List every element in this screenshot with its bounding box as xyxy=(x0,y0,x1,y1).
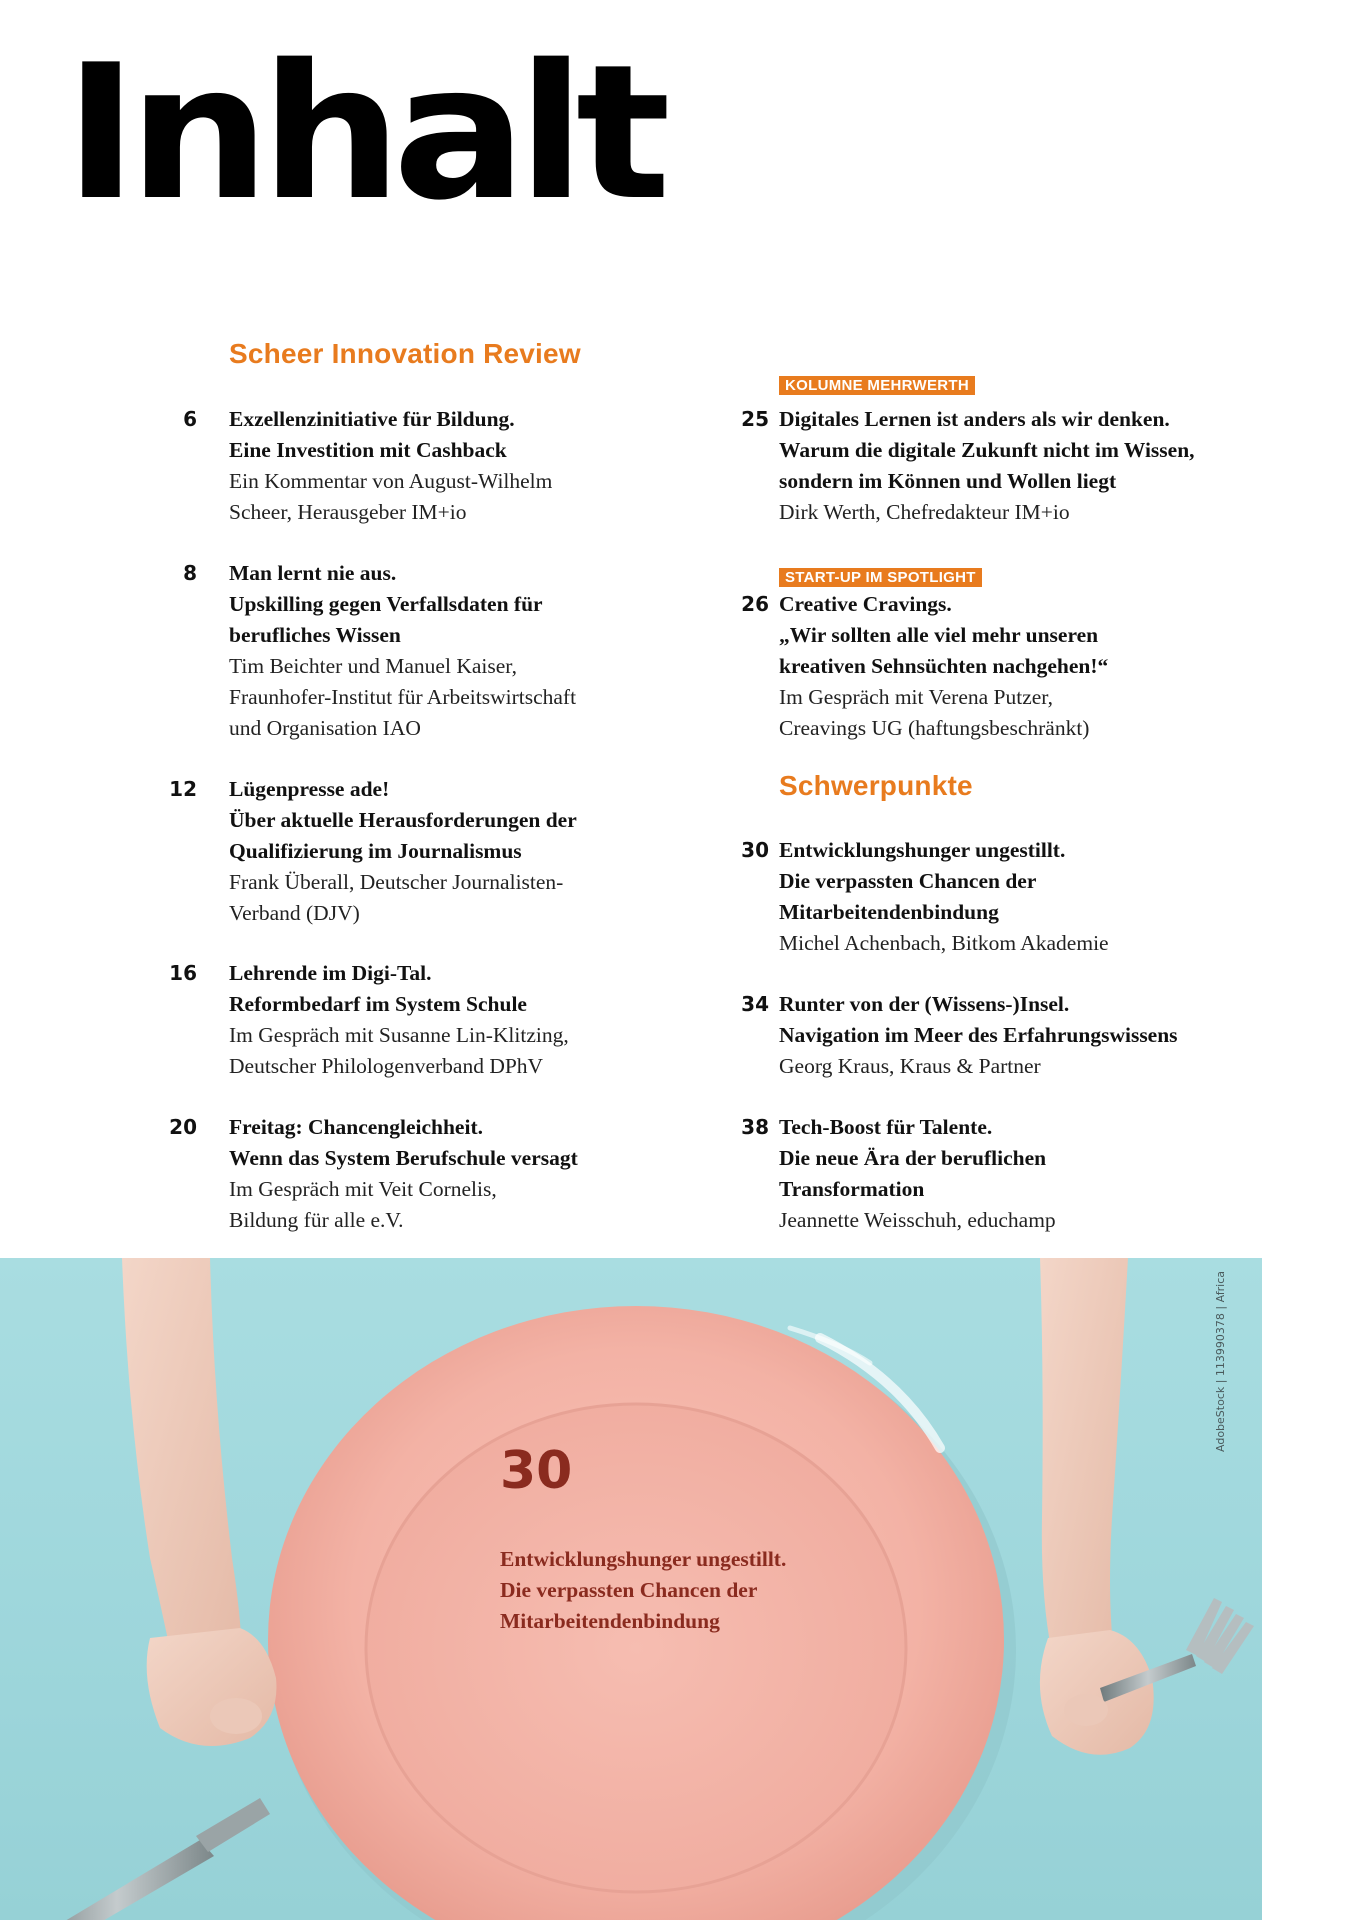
headline-line: Entwicklungshunger ungestillt. xyxy=(779,838,1066,862)
page-number: 38 xyxy=(741,1115,769,1139)
byline-line: Michel Achenbach, Bitkom Akademie xyxy=(779,931,1109,955)
feature-headline[interactable] xyxy=(500,1544,786,1637)
headline-line: Die neue Ära der beruflichen xyxy=(779,1146,1047,1170)
byline-line: Verband (DJV) xyxy=(229,901,360,925)
headline-line: sondern im Können und Wollen liegt xyxy=(779,469,1117,493)
headline-line: Lehrende im Digi-Tal. xyxy=(229,961,432,985)
page-number: 34 xyxy=(741,992,769,1016)
kicker-startup: START-UP IM SPOTLIGHT xyxy=(779,568,982,587)
headline-line: Warum die digitale Zukunft nicht im Wissen, xyxy=(779,438,1195,462)
byline-line: Creavings UG (haftungsbeschränkt) xyxy=(779,716,1090,740)
photo-credit: AdobeStock | 113990378 | Africa xyxy=(1214,1271,1227,1452)
page-number: 12 xyxy=(169,777,197,801)
byline-line: Ein Kommentar von August-Wilhelm xyxy=(229,469,553,493)
section-heading-schwerpunkte: Schwerpunkte xyxy=(779,770,973,801)
headline-line: Runter von der (Wissens-)Insel. xyxy=(779,992,1070,1016)
byline-line: Fraunhofer-Institut für Arbeitswirtschaft xyxy=(229,685,577,709)
byline-line: Jeannette Weisschuh, educhamp xyxy=(779,1208,1056,1232)
byline-line: Bildung für alle e.V. xyxy=(229,1208,404,1232)
headline-line: Digitales Lernen ist anders als wir denken. xyxy=(779,407,1170,431)
section-heading-review: Scheer Innovation Review xyxy=(229,338,581,369)
headline-line: Exzellenzinitiative für Bildung. xyxy=(229,407,515,431)
page-number: 8 xyxy=(183,561,197,585)
byline-line: Im Gespräch mit Veit Cornelis, xyxy=(229,1177,497,1201)
page-number: 16 xyxy=(169,961,197,985)
headline-line: Die verpassten Chancen der xyxy=(779,869,1037,893)
page-number: 25 xyxy=(741,407,769,431)
headline-line: Navigation im Meer des Erfahrungswissens xyxy=(779,1023,1178,1047)
headline-line: Man lernt nie aus. xyxy=(229,561,397,585)
headline-line: Upskilling gegen Verfallsdaten für xyxy=(229,592,543,616)
headline-line: Freitag: Chancengleichheit. xyxy=(229,1115,483,1139)
byline-line: Dirk Werth, Chefredakteur IM+io xyxy=(779,500,1070,524)
byline-line: Im Gespräch mit Verena Putzer, xyxy=(779,685,1053,709)
byline-line: Georg Kraus, Kraus & Partner xyxy=(779,1054,1041,1078)
headline-line: Eine Investition mit Cashback xyxy=(229,438,507,462)
page-number: 26 xyxy=(741,592,769,616)
byline-line: Deutscher Philologenverband DPhV xyxy=(229,1054,544,1078)
page-number: 30 xyxy=(741,838,769,862)
headline-line: „Wir sollten alle viel mehr unseren xyxy=(779,623,1099,647)
headline-line: Wenn das System Berufschule versagt xyxy=(229,1146,578,1170)
feature-page-number: 30 xyxy=(500,1441,573,1501)
feature-line: Die verpassten Chancen der xyxy=(500,1578,758,1602)
kicker-kolumne: KOLUMNE MEHRWERTH xyxy=(779,376,975,395)
feature-line: Entwicklungshunger ungestillt. xyxy=(500,1547,787,1571)
knife-icon xyxy=(20,1840,214,1920)
byline-line: und Organisation IAO xyxy=(229,716,421,740)
headline-line: Qualifizierung im Journalismus xyxy=(229,839,522,863)
headline-line: Tech-Boost für Talente. xyxy=(779,1115,993,1139)
byline-line: Scheer, Herausgeber IM+io xyxy=(229,500,467,524)
headline-line: berufliches Wissen xyxy=(229,623,401,647)
page-title: Inhalt xyxy=(64,24,662,241)
page-number: 20 xyxy=(169,1115,197,1139)
headline-line: Reformbedarf im System Schule xyxy=(229,992,527,1016)
page-number: 6 xyxy=(183,407,197,431)
headline-line: Transformation xyxy=(779,1177,925,1201)
byline-line: Im Gespräch mit Susanne Lin-Klitzing, xyxy=(229,1023,569,1047)
headline-line: Lügenpresse ade! xyxy=(229,777,390,801)
feature-line: Mitarbeitendenbindung xyxy=(500,1609,720,1633)
byline-line: Tim Beichter und Manuel Kaiser, xyxy=(229,654,517,678)
headline-line: Creative Cravings. xyxy=(779,592,952,616)
headline-line: kreativen Sehnsüchten nachgehen!“ xyxy=(779,654,1109,678)
headline-line: Über aktuelle Herausforderungen der xyxy=(229,808,577,832)
headline-line: Mitarbeitendenbindung xyxy=(779,900,999,924)
byline-line: Frank Überall, Deutscher Journalisten- xyxy=(229,870,564,894)
